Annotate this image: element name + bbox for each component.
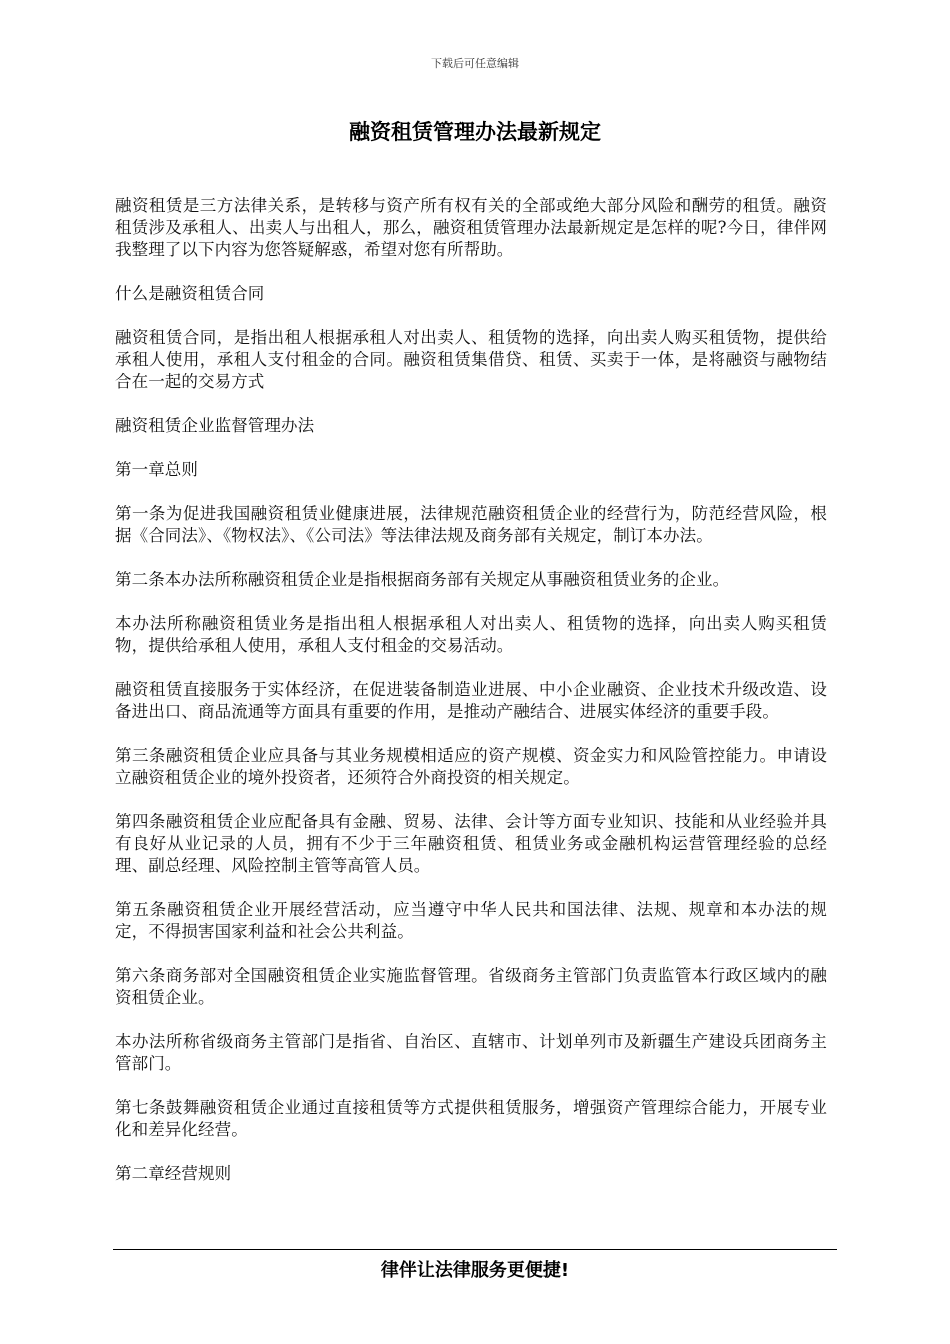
footer-divider xyxy=(113,1249,837,1250)
article-paragraph: 第三条融资租赁企业应具备与其业务规模相适应的资产规模、资金实力和风险管控能力。申请设立融资租赁企业的境外投资者，还须符合外商投资的相关规定。 xyxy=(115,746,827,787)
chapter-heading: 第一章总则 xyxy=(115,460,198,479)
header-note: 下载后可任意编辑 xyxy=(431,57,519,70)
paragraph: 融资租赁是三方法律关系，是转移与资产所有权有关的全部或绝大部分风险和酬劳的租赁。融资租赁涉及承租人、出卖人与出租人，那么，融资租赁管理办法最新规定是怎样的呢?今日，律伴网我整理了以下内容为您答疑解惑，希望对您有所帮助。 xyxy=(115,196,827,259)
article-paragraph: 第四条融资租赁企业应配备具有金融、贸易、法律、会计等方面专业知识、技能和从业经验并具有良好从业记录的人员，拥有不少于三年融资租赁、租赁业务或金融机构运营管理经验的总经理、副总经理、风险控制主管等高管人员。 xyxy=(115,812,827,875)
paragraph: 本办法所称省级商务主管部门是指省、自治区、直辖市、计划单列市及新疆生产建设兵团商务主管部门。 xyxy=(115,1032,827,1073)
chapter-heading: 第二章经营规则 xyxy=(115,1164,232,1183)
footer-slogan: 律伴让法律服务更便捷! xyxy=(380,1260,570,1281)
article-paragraph: 第一条为促进我国融资租赁业健康进展，法律规范融资租赁企业的经营行为，防范经营风险，根据《合同法》、《物权法》、《公司法》等法律法规及商务部有关规定，制订本办法。 xyxy=(115,504,827,545)
section-heading: 融资租赁企业监督管理办法 xyxy=(115,416,315,435)
paragraph: 本办法所称融资租赁业务是指出租人根据承租人对出卖人、租赁物的选择，向出卖人购买租赁物，提供给承租人使用，承租人支付租金的交易活动。 xyxy=(115,614,827,655)
article-paragraph: 第七条鼓舞融资租赁企业通过直接租赁等方式提供租赁服务，增强资产管理综合能力，开展专业化和差异化经营。 xyxy=(115,1098,827,1139)
document-title: 融资租赁管理办法最新规定 xyxy=(349,120,601,144)
paragraph: 融资租赁合同，是指出租人根据承租人对出卖人、租赁物的选择，向出卖人购买租赁物，提供给承租人使用，承租人支付租金的合同。融资租赁集借贷、租赁、买卖于一体，是将融资与融物结合在一起的交易方式 xyxy=(115,328,827,391)
article-paragraph: 第二条本办法所称融资租赁企业是指根据商务部有关规定从事融资租赁业务的企业。 xyxy=(115,570,730,589)
document-body xyxy=(115,195,827,1207)
article-paragraph: 第五条融资租赁企业开展经营活动，应当遵守中华人民共和国法律、法规、规章和本办法的规定，不得损害国家利益和社会公共利益。 xyxy=(115,900,827,941)
section-heading: 什么是融资租赁合同 xyxy=(115,284,265,303)
paragraph: 融资租赁直接服务于实体经济，在促进装备制造业进展、中小企业融资、企业技术升级改造、设备进出口、商品流通等方面具有重要的作用，是推动产融结合、进展实体经济的重要手段。 xyxy=(115,680,827,721)
article-paragraph: 第六条商务部对全国融资租赁企业实施监督管理。省级商务主管部门负责监管本行政区域内的融资租赁企业。 xyxy=(115,966,827,1007)
